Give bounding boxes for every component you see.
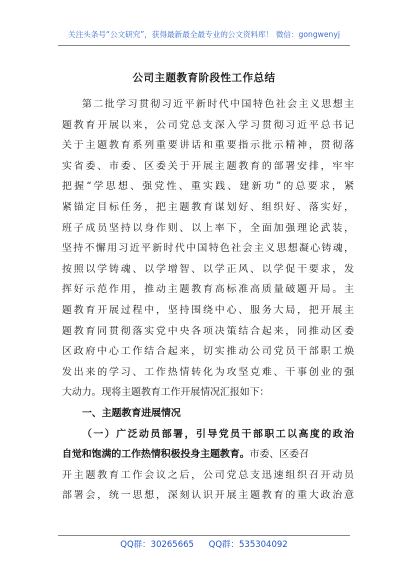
paragraph-line: 部署会，统一思想，深刻认识开展主题教育的重大政治意 (62, 490, 354, 502)
footer-qq-group-1: QQ群：30265665 (120, 540, 194, 550)
paragraph-line: 开主题教育工作会议之后，公司党总支迅速组织召开动员 (62, 469, 354, 481)
paragraph-line: 班子成员坚持以身作则、以上率下，全面加强理论武装， (62, 222, 354, 234)
subsection-heading-bold: 自觉和饱满的工作热情积极投身主题教育。 (62, 449, 250, 461)
paragraph-line: 坚持不懈用习近平新时代中国特色社会主义思想凝心铸魂， (62, 243, 354, 255)
paragraph-line: 发出来的学习、工作热情转化为攻坚克难、干事创业的强 (62, 366, 354, 378)
paragraph-line: 把握“学思想、强党性、重实践、建新功”的总要求，紧 (62, 181, 354, 193)
footer-contact (0, 538, 408, 550)
subsection-text: 市委、区委召 (249, 449, 309, 461)
section-heading: 一、主题教育进展情况 (82, 407, 181, 419)
subsection-heading: （一）广泛动员部署，引导党员干部职工以高度的政治 (82, 428, 354, 440)
paragraph-line: 区政府中心工作结合起来，切实推动公司党员干部职工焕 (62, 346, 354, 358)
footer-divider (58, 535, 350, 536)
paragraph-line: 挥好示范作用，推动主题教育高标准高质量破题开局。主 (62, 284, 354, 296)
paragraph-line: 题教育开展以来，公司党总支深入学习贯彻习近平总书记 (62, 119, 354, 131)
paragraph-line: 关于主题教育系列重要讲话和重要指示批示精神，贯彻落 (62, 140, 354, 152)
document-title: 公司主题教育阶段性工作总结 (132, 72, 276, 84)
paragraph-line: 实省委、市委、区委关于开展主题教育的部署安排，牢牢 (62, 160, 354, 172)
paragraph-line: 第二批学习贯彻习近平新时代中国特色社会主义思想主 (82, 99, 354, 110)
subsection-heading-continued (62, 445, 354, 466)
paragraph-line: 按照以学铸魂、以学增智、以学正风、以学促干要求，发 (62, 263, 354, 275)
header-divider (58, 45, 350, 46)
header-notice: 关注头条号“公文研究”，获得最新最全最专业的公文资料库！ 微信：gongwenyj (68, 30, 340, 39)
paragraph-line: 大动力。现将主题教育工作开展情况汇报如下： (62, 387, 270, 399)
document-body (62, 95, 354, 507)
paragraph-line: 紧锚定目标任务，把主题教育谋划好、组织好、落实好， (62, 201, 354, 213)
footer-qq-group-2: QQ群：535304092 (208, 540, 288, 550)
paragraph-line: 题教育同贯彻落实党中央各项决策结合起来，同推动区委 (62, 325, 354, 337)
paragraph-line: 题教育开展过程中，坚持围绕中心、服务大局，把开展主 (62, 304, 354, 316)
